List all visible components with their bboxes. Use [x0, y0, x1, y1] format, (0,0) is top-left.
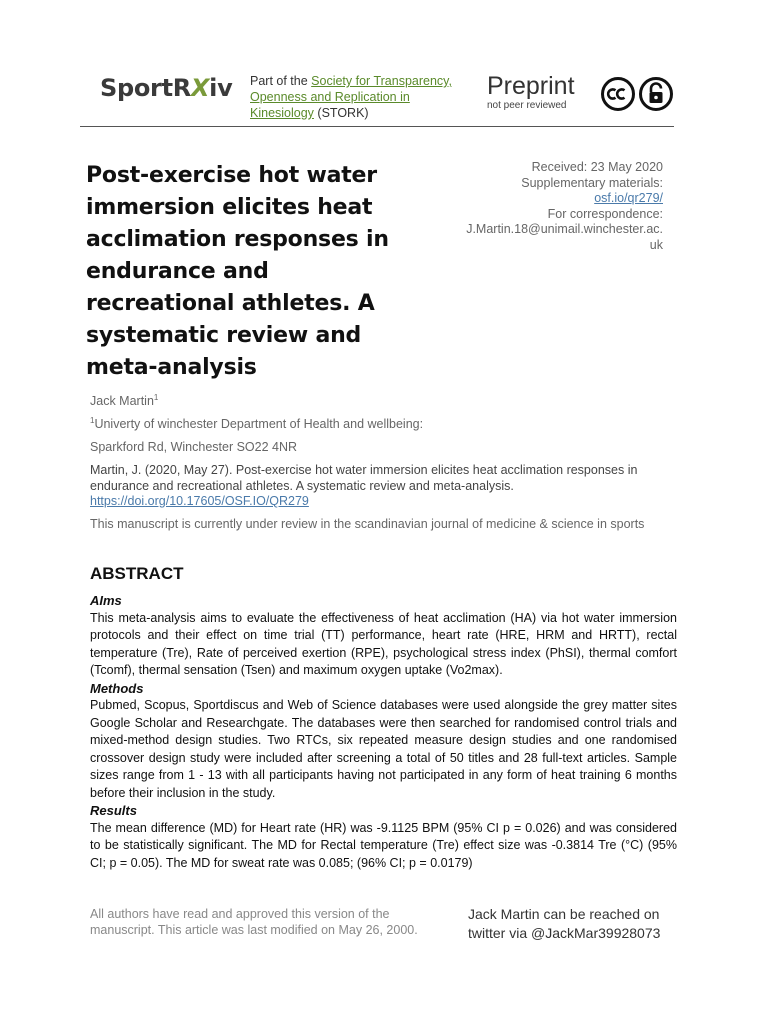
doi-link[interactable]: https://doi.org/10.17605/OSF.IO/QR279	[90, 494, 309, 508]
submission-meta	[463, 160, 663, 253]
address: Sparkford Rd, Winchester SO22 4NR	[90, 440, 298, 454]
paper-title: Post-exercise hot water immersion elicites heat acclimation responses in endurance and recreational athletes. A systematic review and meta-analysis	[86, 163, 389, 380]
corr-label: For correspondence:	[547, 206, 663, 221]
open-access-lock-icon[interactable]	[638, 76, 674, 112]
abstract-body	[90, 592, 677, 872]
methods-text: Pubmed, Scopus, Sportdiscus and Web of Science databases were used alongside the grey matter sites Google Scholar and Researchgate. The databases were then searched for randomised control trials and mixed-method design studies. Two RTCs, six repeated measure design studies and one randomised crossover design study were included after screening a total of 50 titles and 28 full-text articles. Sample sizes range from 1 - 13 with all participants having not participated in any form of heat training 6 months before their inclusion in the study.	[90, 698, 677, 800]
twitter-contact: Jack Martin can be reached on twitter via @JackMar39928073	[468, 906, 661, 941]
results-text: The mean difference (MD) for Heart rate (HR) was -9.1125 BPM (95% CI p = 0.026) and was considered to be statistically significant. The MD for Rectal temperature (Tre) effect size was -0.3814 Tre (°C) (95% CI; p = 0.05). The MD for sweat rate was 0.085; (96% CI; p = 0.0179)	[90, 820, 677, 870]
supp-label: Supplementary materials:	[521, 175, 663, 190]
results-heading: Results	[90, 803, 137, 818]
received-date: Received: 23 May 2020	[531, 160, 663, 174]
approval-note: All authors have read and approved this version of the manuscript. This article was last modified on May 26, 2000.	[90, 907, 418, 937]
aims-heading: AIms	[90, 593, 122, 608]
stork-link[interactable]: Society for Transparency, Openness and Replication in Kinesiology	[250, 74, 452, 120]
license-icons	[600, 76, 674, 112]
stork-affiliation: Part of the Society for Transparency, Openness and Replication in Kinesiology (STORK)	[250, 74, 452, 120]
review-note: This manuscript is currently under review in the scandinavian journal of medicine & science in sports	[90, 517, 645, 531]
cc-icon[interactable]	[600, 76, 636, 112]
methods-heading: Methods	[90, 680, 144, 696]
corr-email: J.Martin.18@unimail.winchester.ac.uk	[466, 222, 663, 252]
sportrxiv-logo[interactable]: SportRXiv	[100, 74, 233, 102]
header-divider	[80, 126, 674, 127]
citation: Martin, J. (2020, May 27). Post-exercise hot water immersion elicites heat acclimation responses in endurance and recreational athletes. A systematic review and meta-analysis. https://doi.org/10.17605/OSF.IO/QR279	[90, 463, 638, 508]
affiliation: $^1$Univerty of winchester Department of Health and wellbeing:	[90, 416, 424, 432]
author-name: Jack Martin$^1$	[90, 393, 159, 409]
preprint-label: Preprint	[487, 72, 575, 100]
abstract-heading: ABSTRACT	[90, 564, 184, 583]
aims-text: This meta-analysis aims to evaluate the effectiveness of heat acclimation (HA) via hot water immersion protocols and their effect on time trial (TT) performance, heart rate (HRE, HRM and HRTT), rectal temperature (Tre), Rate of perceived exertion (RPE), psychological stress index (PhSI), thermal comfort (Tcomf), thermal sensation (Tsen) and maximum oxygen uptake (Vo2max).	[90, 610, 677, 677]
supp-link[interactable]: osf.io/qr279/	[594, 191, 663, 205]
not-peer-reviewed-label: not peer reviewed	[487, 100, 567, 111]
